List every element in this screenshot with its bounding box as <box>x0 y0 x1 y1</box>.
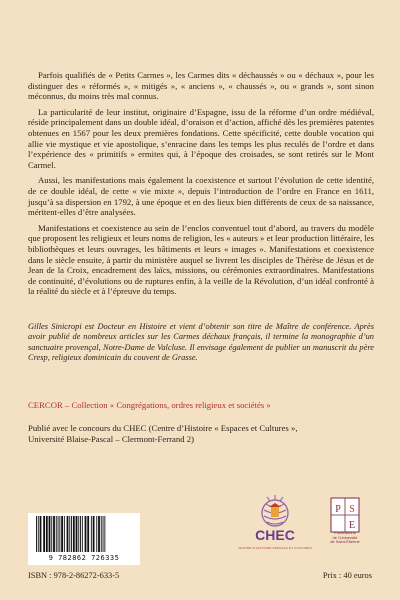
barcode-bars <box>28 513 140 555</box>
summary-paragraph-1: Parfois qualifiés de « Petits Carmes », les Carmes dits « déchaussés » ou « déchaux », pour les distinguer des « réformés », « mitigés », « anciens », « chaussés », ou « grands », sont sinon méconnus, du moins très mal connus. <box>28 70 374 102</box>
pse-logo-line-3: de Saint-Étienne <box>330 539 360 545</box>
summary-paragraph-4: Manifestations et coexistence au sein de l’enclos conventuel tout d’abord, au travers du modèle que proposent les religieux et leurs noms de religion, les « auteurs » et leur production littéraire, les bibliothèques et leurs ouvrages, les bâtiments et leurs « images ». Manifestations et coexistence dans le siècle ensuite, à partir du ministère auquel se livrent les disciples de Thérèse de Jésus et de Jean de la Croix, encadrement des laïcs, missions, ou cérémonies extraordinaires. Manifestations de continuité, d’évolutions ou de ruptures enfin, à la veille de la Révolution, d’un idéal confronté à la réalité du siècle et à l’épreuve du temps. <box>28 222 374 297</box>
author-bio <box>28 322 374 364</box>
summary-paragraph-3: Aussi, les manifestations mais également la coexistence et surtout l’évolution de cette identité, de ce double idéal, de cette « vie mixte », depuis l’introduction de l’ordre en France en 1611, jusqu’à sa dispersion en 1792, à une époque et en des lieux bien différents de ceux de sa naissance, méritent-elles d’être analysées. <box>28 175 374 218</box>
price: Prix : 40 euros <box>322 571 372 580</box>
svg-text:E: E <box>348 520 356 531</box>
publisher-support-line-1: Publié avec le concours du CHEC (Centre d’Histoire « Espaces et Cultures », <box>28 423 298 433</box>
summary-paragraph-2: La particularité de leur institut, originaire d’Espagne, issu de la réforme d’un ordre médiéval, réside principalement dans un double idéal, d’oraison et d’action, affiché dès les premières patentes obtenues en 1567 pour les deux premières fondations. Cette spécificité, cette double vocation qui allie vie mystique et vie apostolique, s’enracine dans les temps les plus reculés de l’ordre et dans l’expérience des « primitifs » ermites qui, à l’époque des croisades, se sont retirés sur le Mont Carmel. <box>28 106 375 170</box>
isbn: ISBN : 978-2-86272-633-5 <box>28 571 120 580</box>
collection-line: CERCOR – Collection « Congrégations, ordres religieux et sociétés » <box>28 400 271 410</box>
chec-logo-text: CHEC <box>255 527 295 543</box>
author-bio-text: Gilles Sinicropi est Docteur en Histoire et vient d’obtenir son titre de Maître de conférence. Après avoir publié de nombreux articles sur les Carmes déchaux français, il termine la monographie d’un sanctuaire provençal, Notre-Dame de Valcluse. Il envisage également de publier un manuscrit du père Cresp, religieux dominicain du couvent de Grasse. <box>28 322 374 363</box>
pse-logo-line-2: de l'Université <box>332 534 358 540</box>
svg-text:P: P <box>335 504 341 515</box>
barcode-number: 9 782862 726335 <box>48 554 120 562</box>
pse-logo-text <box>318 531 372 545</box>
summary-text <box>28 70 374 302</box>
publisher-support-line-2: Université Blaise-Pascal – Clermont-Ferrand 2) <box>28 434 194 444</box>
chec-logo-subtitle: CENTRE D'HISTOIRE ESPACES ET CULTURES <box>238 546 312 550</box>
pse-logo-line-1: Publications <box>334 530 356 535</box>
barcode <box>28 513 140 565</box>
publisher-support <box>28 423 374 445</box>
svg-text:S: S <box>349 504 355 515</box>
pse-logo-icon <box>318 492 372 562</box>
